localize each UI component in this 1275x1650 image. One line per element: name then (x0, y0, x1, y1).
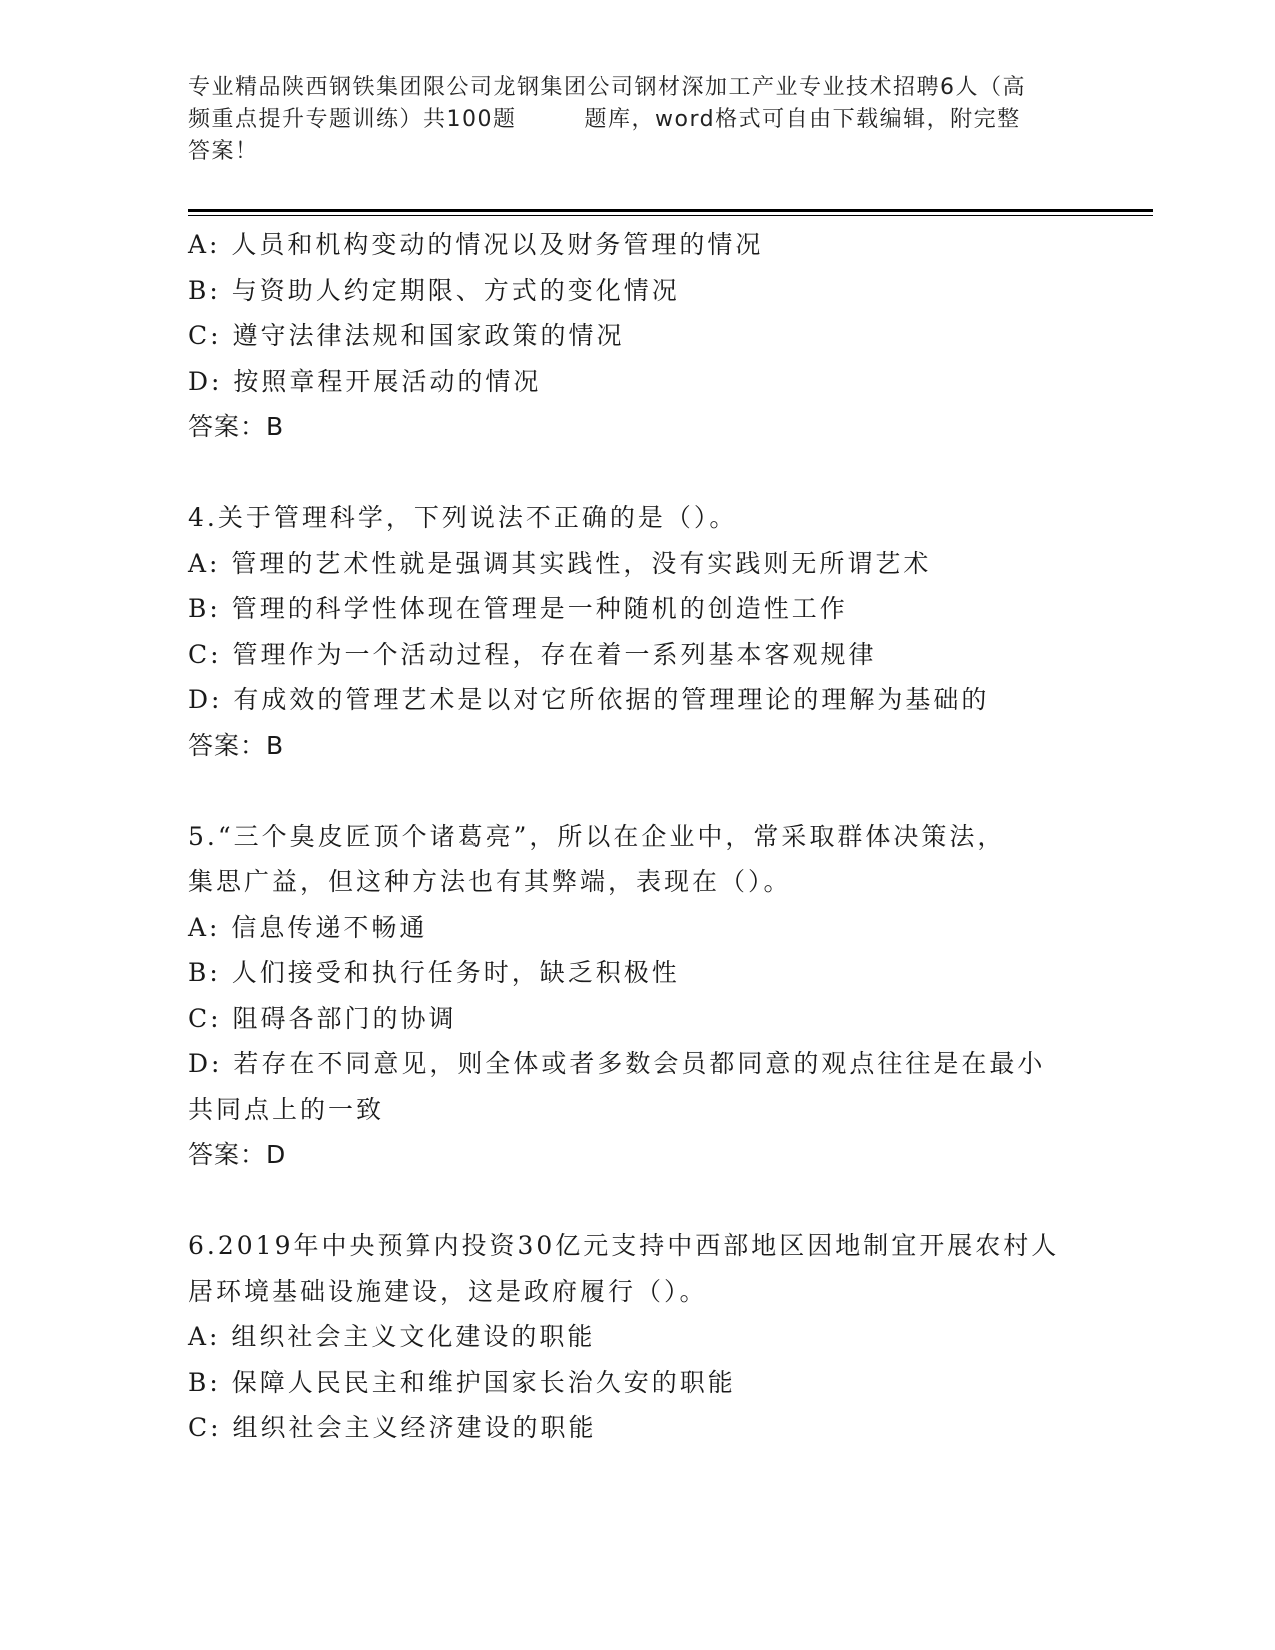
option-b: B: 保障人民民主和维护国家长治久安的职能 (188, 1367, 736, 1397)
option-d-line-1: D: 若存在不同意见，则全体或者多数会员都同意的观点往往是在最小 (188, 1049, 1046, 1078)
question-3 (188, 222, 1088, 450)
header-divider-thick (188, 209, 1153, 212)
option-c: C: 管理作为一个活动过程，存在着一系列基本客观规律 (188, 639, 877, 669)
question-stem-line-1: 6.2019年中央预算内投资30亿元支持中西部地区因地制宜开展农村人 (188, 1231, 1060, 1260)
option-b: B: 管理的科学性体现在管理是一种随机的创造性工作 (188, 594, 848, 623)
header-line-2 (188, 104, 1088, 136)
option-a: A: 管理的艺术性就是强调其实践性，没有实践则无所谓艺术 (188, 548, 932, 578)
question-6 (188, 1223, 1088, 1451)
answer-line: 答案：B (188, 412, 285, 441)
header-line-1: 专业精品陕西钢铁集团限公司龙钢集团公司钢材深加工产业专业技术招聘6人（高 (188, 75, 1026, 100)
question-stem-line-2: 集思广益，但这种方法也有其弊端，表现在（）。 (188, 867, 792, 896)
header-divider-thin (188, 215, 1153, 216)
header-line-2-part-b: 题库，word格式可自由下载编辑，附完整 (584, 107, 1021, 132)
option-a: A: 人员和机构变动的情况以及财务管理的情况 (188, 230, 764, 259)
option-a: A: 组织社会主义文化建设的职能 (188, 1322, 596, 1351)
answer-line: 答案：D (188, 1140, 287, 1169)
option-d: D: 有成效的管理艺术是以对它所依据的管理理论的理解为基础的 (188, 685, 990, 714)
option-b: B: 与资助人约定期限、方式的变化情况 (188, 275, 680, 305)
option-d: D: 按照章程开展活动的情况 (188, 366, 542, 396)
document-header (188, 72, 1088, 168)
option-a: A: 信息传递不畅通 (188, 912, 428, 942)
question-stem-line-1: 5.“三个臭皮匠顶个诸葛亮”，所以在企业中，常采取群体决策法， (188, 821, 1006, 851)
answer-line: 答案：B (188, 730, 285, 760)
header-line-3: 答案！ (188, 139, 259, 164)
question-5 (188, 814, 1088, 1178)
question-stem: 4.关于管理科学，下列说法不正确的是（）。 (188, 503, 738, 532)
question-stem-line-2: 居环境基础设施建设，这是政府履行（）。 (188, 1276, 708, 1306)
option-c: C: 阻碍各部门的协调 (188, 1003, 457, 1033)
option-d-line-2: 共同点上的一致 (188, 1094, 385, 1124)
option-c: C: 组织社会主义经济建设的职能 (188, 1413, 597, 1442)
question-4 (188, 495, 1088, 768)
header-line-2-part-a: 频重点提升专题训练）共100题 (188, 107, 517, 132)
option-b: B: 人们接受和执行任务时，缺乏积极性 (188, 958, 680, 987)
option-c: C: 遵守法律法规和国家政策的情况 (188, 321, 625, 350)
question-list (188, 222, 1088, 1451)
